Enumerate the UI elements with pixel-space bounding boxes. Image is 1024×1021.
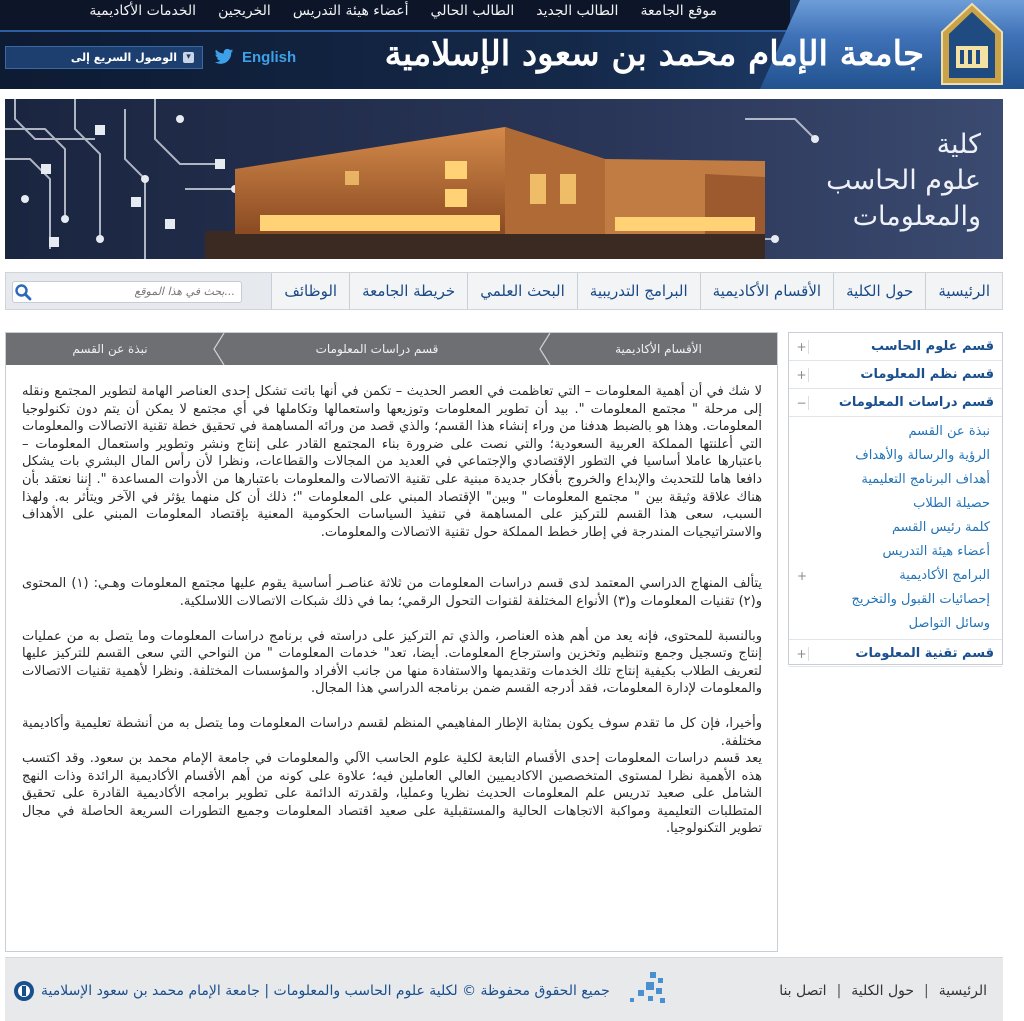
sidebar-subitem-student-outcomes[interactable] xyxy=(789,492,990,516)
sidebar-item-computer-science[interactable] xyxy=(789,333,1002,361)
english-link[interactable]: English xyxy=(242,49,297,66)
chevron-down-icon: ▾ xyxy=(183,52,194,63)
sidebar-subitem-faculty[interactable] xyxy=(789,540,990,564)
article-paragraph: يعد قسم دراسات المعلومات إحدى الأقسام التابعة لكلية علوم الحاسب الآلي والمعلومات في جامعة الإمام محمد بن سعود. وقد اكتسب هذه الأهمية نظرا لمستوى المتخصصين الاكاديميين العالي العاملين فيه؛ علاوة على كونه من أهم الأقسام الأكاديمية الرائدة وذات النهج الشامل على صعيد تدريس علم المعلومات الحديث نظريا وعمليا، ولقدرته الدائمة على تطوير برامجه الأكاديمية القادرة على تحقيق المتطلبات التعليمية ومواكبة الاتجاهات الحالية والمستقبلية على صعيد اقتصاد المعلومات وجميع التطورات السريعة الحاصلة في مجال تطوير التكنولوجيا. xyxy=(22,751,762,837)
sidebar-subitem-label: حصيلة الطلاب xyxy=(913,496,990,511)
collapse-icon[interactable]: − xyxy=(795,396,809,410)
sidebar-subitem-about[interactable] xyxy=(789,420,990,444)
main-content xyxy=(5,332,778,952)
sidebar-item-label: قسم دراسات المعلومات xyxy=(838,395,994,410)
sidebar-subitem-label: نبذة عن القسم xyxy=(908,424,990,439)
sidebar-item-information-studies[interactable] xyxy=(789,389,1002,417)
college-title-line1: كلية xyxy=(936,129,981,160)
sidebar-subitem-vision[interactable] xyxy=(789,444,990,468)
sidebar-item-label: قسم علوم الحاسب xyxy=(871,339,994,354)
article-paragraph: وأخيرا، فإن كل ما تقدم سوف يكون بمثابة الإطار المفاهيمي المنظم لقسم دراسات المعلومات وما يتصل به من أنشطة تعليمية وأكاديمية مختلفة. xyxy=(22,715,762,749)
footer-links xyxy=(773,983,993,999)
breadcrumb-label: نبذة عن القسم xyxy=(72,342,148,356)
search-icon[interactable] xyxy=(14,283,32,301)
article-paragraph: وبالنسبة للمحتوى، فإنه يعد من أهم هذه العناصر، والذي تم التركيز على دراسته في برنامج دراسات المعلومات وما يتصل به من عمليات إنتاج وتسجيل وجمع وتنظيم وتخزين واسترجاع المعلومات. أيضا، تعد" خدمات المعلومات " من النواحي التي سعى القسم للتركيز عليها لتعريف الطلاب بكيفية إنتاج تلك الخدمات وتقديمها والاستفادة منها من جانب الأفراد والمؤسسات المختلفة. ونظرا لأهمية تقنيات الاتصالات والمعلومات لإدارة المعلومات، فقد أدرجه القسم ضمن برنامجه الدراسي هذا المجال. xyxy=(22,628,762,697)
quick-access-dropdown[interactable] xyxy=(5,46,203,69)
sidebar-subitem-admission-stats[interactable] xyxy=(789,588,990,612)
article-body xyxy=(22,383,762,838)
top-nav-academic-services[interactable]: الخدمات الأكاديمية xyxy=(89,3,197,19)
breadcrumb xyxy=(6,333,777,365)
sidebar-subitem-label: البرامج الأكاديمية xyxy=(899,568,990,583)
site-footer xyxy=(5,957,1003,1021)
footer-logo-icon[interactable] xyxy=(13,980,35,1002)
college-banner xyxy=(5,99,1003,259)
college-title xyxy=(826,127,981,235)
nav-academic-departments[interactable]: الأقسام الأكاديمية xyxy=(700,273,833,309)
sidebar-subitem-label: وسائل التواصل xyxy=(908,616,990,631)
nav-scientific-research[interactable]: البحث العلمي xyxy=(467,273,577,309)
breadcrumb-label: قسم دراسات المعلومات xyxy=(315,342,439,356)
site-header xyxy=(0,0,1024,89)
sidebar-subitem-academic-programs[interactable] xyxy=(789,564,990,588)
footer-link-home[interactable]: الرئيسية xyxy=(938,983,987,999)
top-nav xyxy=(78,3,728,19)
expand-icon[interactable]: + xyxy=(795,340,809,354)
twitter-icon[interactable] xyxy=(214,48,234,66)
nav-jobs[interactable]: الوظائف xyxy=(271,273,349,309)
sidebar-item-label: قسم تقنية المعلومات xyxy=(855,645,994,661)
sidebar xyxy=(788,332,1003,665)
university-name[interactable]: جامعة الإمام محمد بن سعود الإسلامية xyxy=(384,34,924,74)
article-paragraph: يتألف المنهاج الدراسي المعتمد لدى قسم دراسات المعلومات من ثلاثة عناصـر أساسية يقوم عليها مجتمع المعلومات وهـي: (١) المحتوى و(٢) تقنيات المعلومات و(٣) الأنواع المختلفة لقنوات التحول الرقمي؛ بما في ذلك شبكات الاتصالات اللاسلكية. xyxy=(22,576,763,609)
college-title-line2: علوم الحاسب xyxy=(826,165,981,196)
footer-link-about[interactable]: حول الكلية xyxy=(851,983,915,999)
footer-link-contact[interactable]: اتصل بنا xyxy=(779,983,827,999)
sidebar-subitem-chair-message[interactable] xyxy=(789,516,990,540)
sidebar-subitem-label: الرؤية والرسالة والأهداف xyxy=(855,448,990,463)
sidebar-subitem-label: إحصائيات القبول والتخريج xyxy=(851,592,990,607)
sidebar-item-label: قسم نظم المعلومات xyxy=(860,367,994,382)
university-logo-icon[interactable] xyxy=(940,2,1004,86)
footer-separator: | xyxy=(836,983,842,999)
breadcrumb-label: الأقسام الأكاديمية xyxy=(615,342,702,356)
expand-icon[interactable]: + xyxy=(795,368,809,382)
breadcrumb-item-about-department[interactable] xyxy=(6,333,214,365)
footer-separator: | xyxy=(924,983,929,999)
quick-access-label: الوصول السريع إلى xyxy=(70,51,177,64)
main-nav xyxy=(5,272,1003,310)
top-nav-graduates[interactable]: الخريجين xyxy=(218,3,271,19)
sidebar-item-information-technology[interactable] xyxy=(789,639,1002,667)
breadcrumb-separator-icon xyxy=(212,333,226,365)
nav-about-college[interactable]: حول الكلية xyxy=(833,273,925,309)
sidebar-subitem-label: أهداف البرنامج التعليمية xyxy=(861,472,990,487)
college-title-line3: والمعلومات xyxy=(852,201,981,232)
nav-university-map[interactable]: خريطة الجامعة xyxy=(349,273,467,309)
footer-decoration-icon xyxy=(620,970,670,1010)
article-paragraph: لا شك في أن أهمية المعلومات – التي تعاظمت في العصر الحديث – تكمن في أنها باتت تشكل إحدى العناصر الهامة لتطوير المجتمع ونقله إلى مرحلة " مجتمع المعلومات ". بيد أن تطوير المعلومات وتوزيعها واستعمالها وتكاملها في أي مجتمع لا يمكن أن يتم دون تكنولوجيا المعلومات. وهذا هو بالضبط هدفنا من وراء إنشاء هذا القسم؛ والذي قصد من ورائه المساهمة في تحقيق خطة تقنية الاتصالات والمعلومات التي أعلنتها المملكة العربية السعودية؛ والتي نصت على ضرورة بناء المجتمع القادر على إنتاج ونشر وتطوير واستعمال المعلومات – باعتبارها عاملا أساسيا في التطور الإقتصادي والإجتماعي في العديد من المجالات والقطاعات، ونظرا لأن رأس المال البشري بات يشكل دافعا هاما للتحديث والإبداع والخروج بأفكار جديدة مبنية على تقنية الاتصالات والمعلومات باعتبارها من الأدوات المساعدة ". إننا نعتقد بأن هناك علاقة وثيقة بين " مجتمع المعلومات " وبين" الإقتصاد المبني على المعلومات "؛ ذلك أن كل منهما يؤثر في الآخر ويتأثر به. ولهذا السبب، سعى هذا القسم للتركيز على المساهمة في تنفيذ السياسات الحكومية المعنية بإقتصاد المعلومات المبني على الأهداف والاستراتيجيات المندرجة في إطار خطط المملكة حول تقنية الاتصالات والمعلومات. xyxy=(22,384,762,540)
top-nav-university-site[interactable]: موقع الجامعة xyxy=(640,3,717,19)
search-input[interactable]: بحث في هذا الموقع... xyxy=(12,281,242,303)
nav-home[interactable]: الرئيسية xyxy=(925,273,1002,309)
breadcrumb-item-information-studies[interactable] xyxy=(214,333,540,365)
top-nav-current-student[interactable]: الطالب الحالي xyxy=(430,3,515,19)
top-nav-new-student[interactable]: الطالب الجديد xyxy=(536,3,619,19)
sidebar-subitem-program-objectives[interactable] xyxy=(789,468,990,492)
main-nav-list xyxy=(271,273,1002,309)
sidebar-submenu xyxy=(789,417,1002,639)
sidebar-subitem-label: كلمة رئيس القسم xyxy=(891,520,990,535)
expand-icon[interactable]: + xyxy=(796,569,808,583)
breadcrumb-item-academic-departments[interactable] xyxy=(540,333,777,365)
sidebar-subitem-label: أعضاء هيئة التدريس xyxy=(882,544,990,559)
top-nav-faculty[interactable]: أعضاء هيئة التدريس xyxy=(292,3,409,19)
sidebar-subitem-contact[interactable] xyxy=(789,612,990,636)
expand-icon[interactable]: + xyxy=(795,647,809,661)
sidebar-item-information-systems[interactable] xyxy=(789,361,1002,389)
footer-copyright: جميع الحقوق محفوظة © لكلية علوم الحاسب والمعلومات | جامعة الإمام محمد بن سعود الإسلامية xyxy=(41,983,610,999)
breadcrumb-separator-icon xyxy=(538,333,552,365)
nav-training-programs[interactable]: البرامج التدريبية xyxy=(577,273,700,309)
